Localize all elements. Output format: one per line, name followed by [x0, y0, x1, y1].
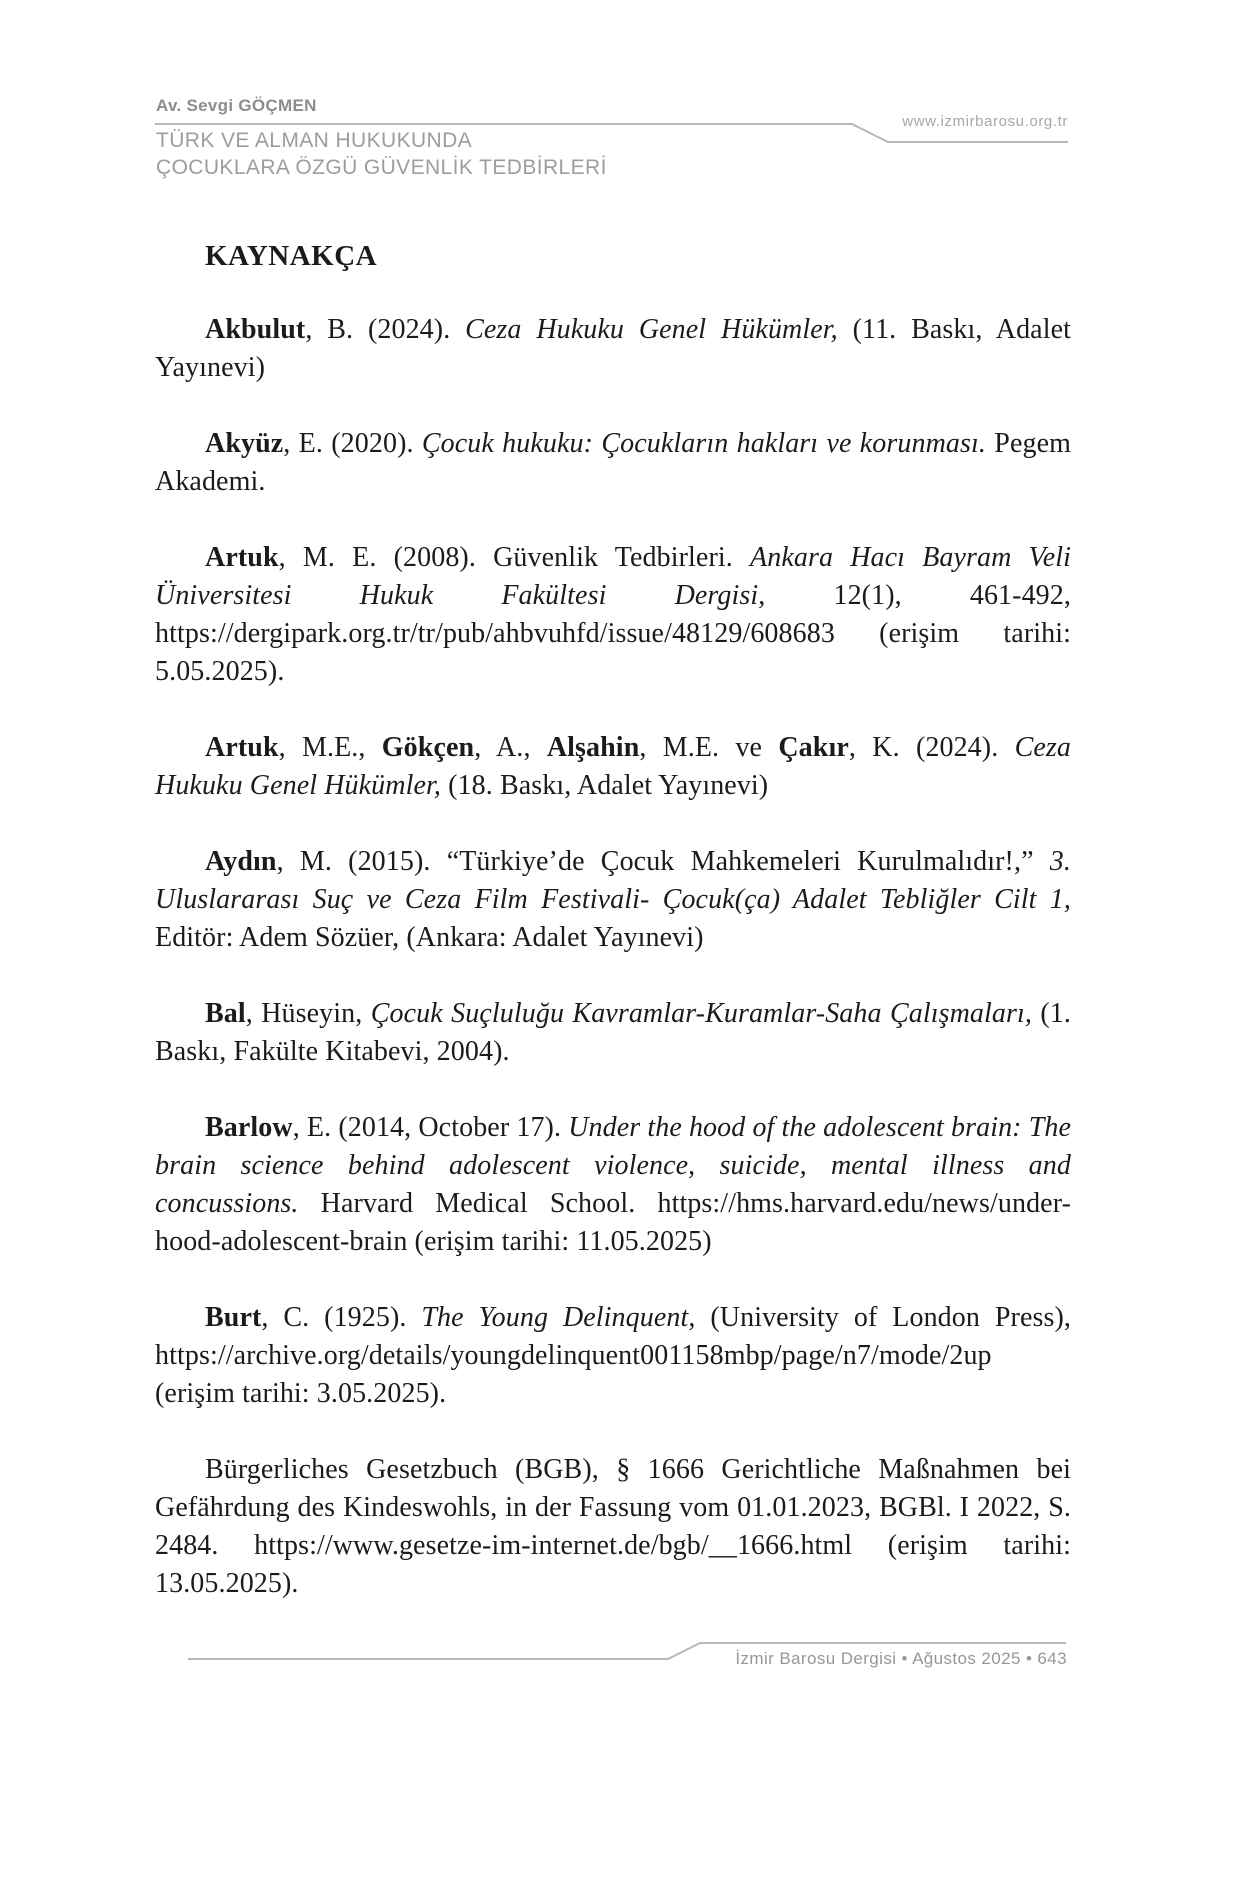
reference-segment-regular: , M. (2015). “Türkiye’de Çocuk Mahkemeleri Kurulmalıdır!,”: [276, 846, 1050, 877]
reference-segment-regular: 12(1), 461-492, https://dergipark.org.tr/tr/pub/ahbvuhfd/issue/48129/608683 (erişim tarihi: 5.05.2025).: [155, 580, 1071, 687]
reference-segment-regular: (18. Baskı, Adalet Yayınevi): [441, 770, 769, 801]
reference-segment-bold: Aydın: [205, 846, 277, 877]
reference-segment-bold: Artuk: [205, 732, 279, 763]
reference-segment-italic: The Young Delinquent,: [421, 1302, 696, 1333]
reference-entry: [155, 539, 1071, 691]
reference-segment-regular: , M.E. ve: [639, 732, 779, 763]
reference-segment-bold: Gökçen: [381, 732, 475, 763]
reference-segment-bold: Bal: [205, 998, 246, 1029]
reference-segment-italic: Çocuk Suçluluğu Kavramlar-Kuramlar-Saha Çalışmaları,: [370, 998, 1032, 1029]
reference-segment-regular: Bürgerliches Gesetzbuch (BGB), § 1666 Gerichtliche Maßnahmen bei Gefährdung des Kindeswohls, in der Fassung vom 01.01.2023, BGBl. I 2022, S. 2484. https://www.gesetze-im-internet.de/bgb/__1666.html (erişim tarihi: 13.05.2025).: [155, 1454, 1071, 1599]
reference-segment-regular: , A.,: [474, 732, 547, 763]
reference-segment-bold: Barlow: [205, 1112, 293, 1143]
reference-entry: [155, 1299, 1071, 1413]
section-heading: KAYNAKÇA: [205, 240, 378, 272]
article-title: [156, 127, 607, 181]
reference-segment-bold: Artuk: [205, 542, 279, 573]
reference-segment-italic: Under the hood of the adolescent brain: The brain science behind adolescent violence, suicide, mental illness and concussions.: [155, 1112, 1072, 1219]
reference-entry: [155, 1109, 1071, 1261]
references-section: [155, 240, 1071, 1603]
reference-segment-italic: Ceza Hukuku Genel Hükümler,: [155, 732, 1071, 801]
reference-entry: [155, 425, 1071, 501]
reference-segment-regular: , M.E.,: [278, 732, 382, 763]
reference-segment-regular: , K. (2024).: [848, 732, 1015, 763]
reference-segment-regular: (University of London Press), https://archive.org/details/youngdelinquent001158mbp/page/n7/mode/2up (erişim tarihi: 3.05.2025).: [155, 1302, 1071, 1409]
reference-segment-regular: Editör: Adem Sözüer, (Ankara: Adalet Yayınevi): [155, 922, 704, 953]
reference-segment-bold: Çakır: [778, 732, 849, 763]
reference-segment-italic: 3. Uluslararası Suç ve Ceza Film Festivali- Çocuk(ça) Adalet Tebliğler Cilt 1,: [155, 846, 1071, 915]
reference-segment-regular: , E. (2014, October 17).: [292, 1112, 569, 1143]
reference-segment-regular: , Hüseyin,: [245, 998, 371, 1029]
reference-entry: [155, 729, 1071, 805]
reference-segment-italic: Ankara Hacı Bayram Veli Üniversitesi Hukuk Fakültesi Dergisi,: [155, 542, 1071, 611]
reference-segment-bold: Burt: [205, 1302, 262, 1333]
reference-segment-regular: , C. (1925).: [261, 1302, 422, 1333]
article-title-line-1: TÜRK VE ALMAN HUKUKUNDA: [156, 129, 473, 152]
reference-segment-regular: , B. (2024).: [305, 314, 466, 345]
reference-entry: [155, 1451, 1071, 1603]
reference-segment-regular: , E. (2020).: [283, 428, 422, 459]
reference-entry: [155, 311, 1071, 387]
header-website-url: www.izmirbarosu.org.tr: [902, 113, 1068, 130]
reference-segment-regular: (1. Baskı, Fakülte Kitabevi, 2004).: [155, 998, 1071, 1067]
header-author: Av. Sevgi GÖÇMEN: [156, 96, 317, 115]
reference-segment-italic: Ceza Hukuku Genel Hükümler,: [465, 314, 838, 345]
reference-segment-regular: Pegem Akademi.: [155, 428, 1071, 497]
article-title-line-2: ÇOCUKLARA ÖZGÜ GÜVENLİK TEDBİRLERİ: [156, 156, 607, 179]
footer-journal-info: İzmir Barosu Dergisi • Ağustos 2025 • 643: [735, 1649, 1067, 1668]
reference-list: [155, 311, 1071, 1603]
reference-entry: [155, 995, 1071, 1071]
reference-segment-bold: Akyüz: [205, 428, 284, 459]
reference-segment-bold: Alşahin: [546, 732, 640, 763]
reference-segment-regular: (11. Baskı, Adalet Yayınevi): [155, 314, 1071, 383]
reference-entry: [155, 843, 1071, 957]
reference-segment-italic: Çocuk hukuku: Çocukların hakları ve korunması.: [421, 428, 986, 459]
reference-segment-regular: , M. E. (2008). Güvenlik Tedbirleri.: [278, 542, 751, 573]
reference-segment-regular: Harvard Medical School. https://hms.harvard.edu/news/under-hood-adolescent-brain (erişim tarihi: 11.05.2025): [155, 1188, 1071, 1257]
reference-segment-bold: Akbulut: [205, 314, 306, 345]
